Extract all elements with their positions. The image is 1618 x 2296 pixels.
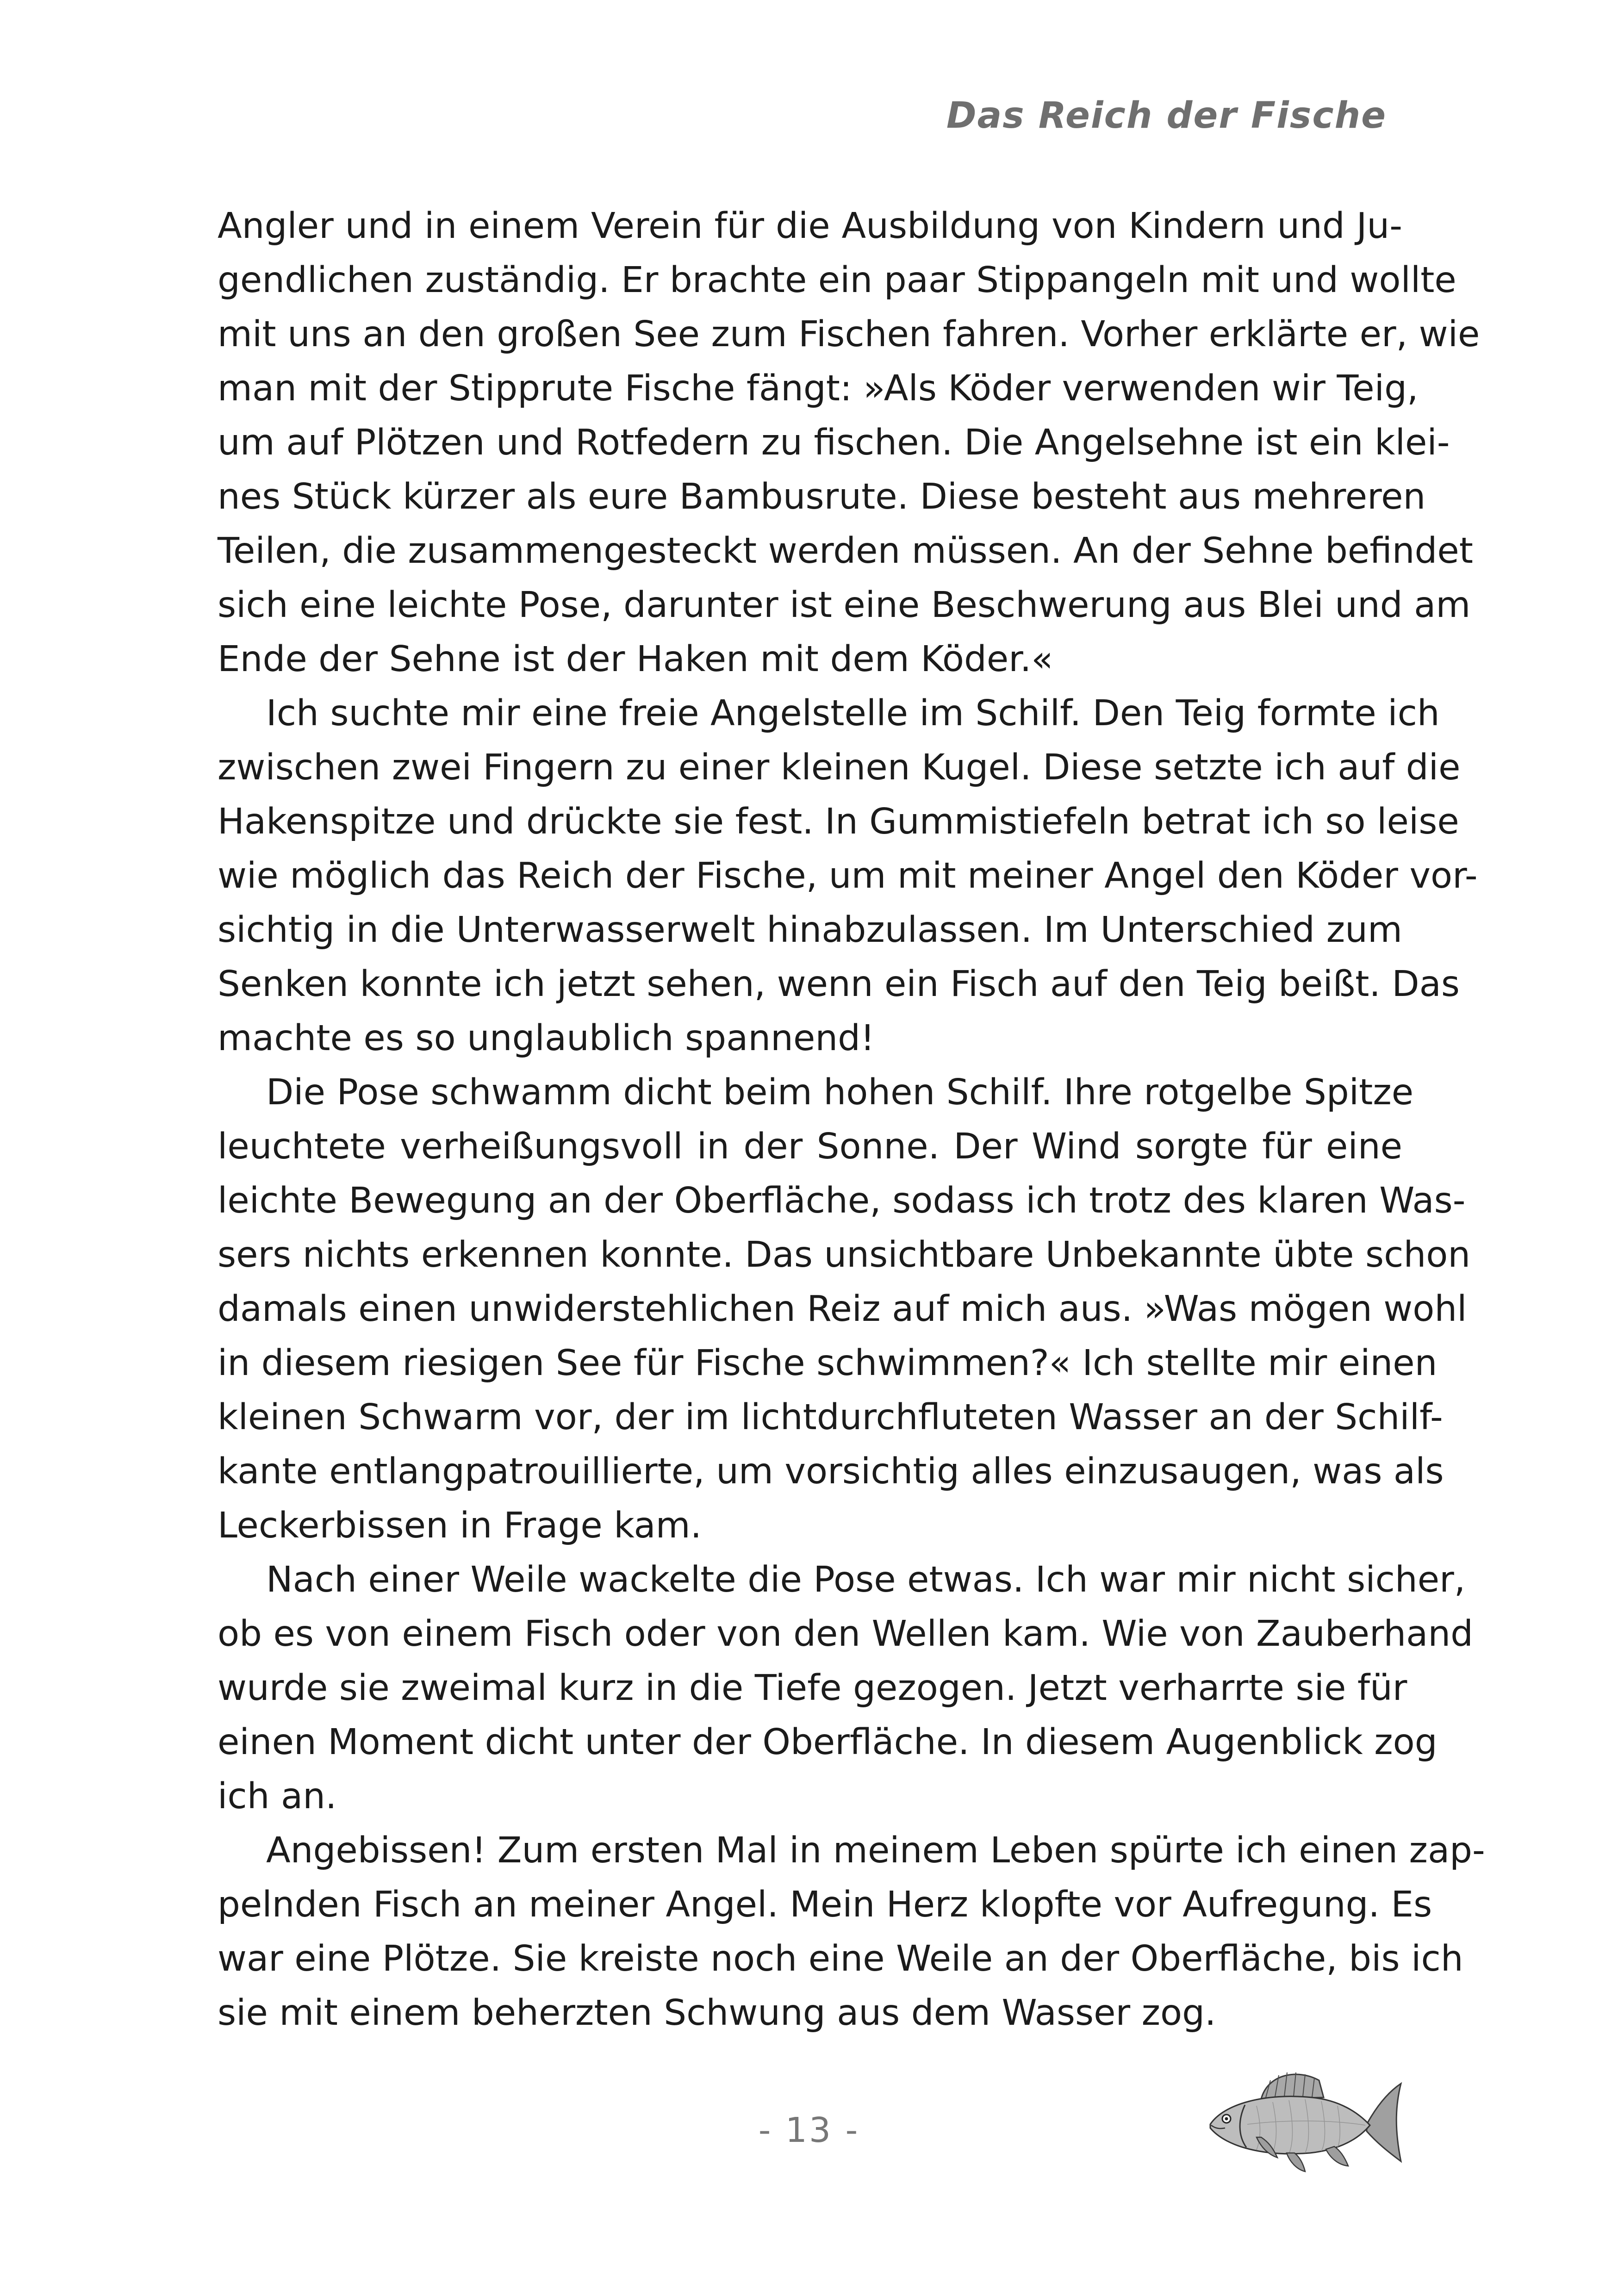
text-line: wurde sie zweimal kurz in die Tiefe gezogen. Jetzt verharrte sie für (218, 1668, 1407, 1709)
body-text (218, 199, 1485, 2040)
fish-tail (1367, 2084, 1401, 2161)
text-line: um auf Plötzen und Rotfedern zu fischen. Die Angelsehne ist ein klei- (218, 422, 1450, 463)
text-line: Angebissen! Zum ersten Mal in meinem Leben spürte ich einen zap- (266, 1830, 1485, 1871)
page-number: - 13 - (758, 2110, 860, 2150)
text-line: Senken konnte ich jetzt sehen, wenn ein Fisch auf den Teig beißt. Das (218, 964, 1460, 1005)
text-line: Teilen, die zusammengesteckt werden müssen. An der Sehne befindet (218, 530, 1473, 572)
text-line: Nach einer Weile wackelte die Pose etwas. Ich war mir nicht sicher, (266, 1559, 1466, 1600)
text-line: einen Moment dicht unter der Oberfläche. In diesem Augenblick zog (218, 1722, 1438, 1763)
fish-pelvic-fin (1287, 2153, 1305, 2172)
text-line: gendlichen zuständig. Er brachte ein paar Stippangeln mit und wollte (218, 260, 1456, 301)
text-line: sie mit einem beherzten Schwung aus dem Wasser zog. (218, 1992, 1216, 2034)
text-line: man mit der Stipprute Fische fängt: »Als Köder verwenden wir Teig, (218, 368, 1419, 409)
text-line: kleinen Schwarm vor, der im lichtdurchfluteten Wasser an der Schilf- (218, 1397, 1443, 1438)
text-line: ob es von einem Fisch oder von den Wellen kam. Wie von Zauberhand (218, 1613, 1474, 1655)
text-line: sers nichts erkennen konnte. Das unsichtbare Unbekannte übte schon (218, 1234, 1471, 1276)
text-line: Angler und in einem Verein für die Ausbildung von Kindern und Ju- (218, 205, 1402, 247)
text-line: war eine Plötze. Sie kreiste noch eine Weile an der Oberfläche, bis ich (218, 1938, 1463, 1979)
text-line: leichte Bewegung an der Oberfläche, sodass ich trotz des klaren Was- (218, 1180, 1466, 1221)
text-line: wie möglich das Reich der Fische, um mit meiner Angel den Köder vor- (218, 855, 1478, 896)
text-line: Ich suchte mir eine freie Angelstelle im Schilf. Den Teig formte ich (266, 693, 1440, 734)
fish-icon (1192, 2055, 1405, 2194)
text-line: Leckerbissen in Frage kam. (218, 1505, 702, 1546)
text-line: Die Pose schwamm dicht beim hohen Schilf. Ihre rotgelbe Spitze (266, 1072, 1414, 1113)
running-header: Das Reich der Fische (946, 95, 1387, 137)
text-line: sich eine leichte Pose, darunter ist eine Beschwerung aus Blei und am (218, 585, 1471, 626)
text-line: in diesem riesigen See für Fische schwimmen?« Ich stellte mir einen (218, 1343, 1438, 1384)
text-line: ich an. (218, 1776, 337, 1817)
text-line: sichtig in die Unterwasserwelt hinabzulassen. Im Unterschied zum (218, 909, 1402, 951)
text-line: machte es so unglaublich spannend! (218, 1018, 875, 1059)
text-line: leuchtete verheißungsvoll in der Sonne. Der Wind sorgte für eine (218, 1126, 1402, 1167)
fish-anal-fin (1326, 2147, 1348, 2166)
text-line: zwischen zwei Fingern zu einer kleinen Kugel. Diese setzte ich auf die (218, 747, 1461, 788)
text-line: pelnden Fisch an meiner Angel. Mein Herz klopfte vor Aufregung. Es (218, 1884, 1432, 1925)
text-line: nes Stück kürzer als eure Bambusrute. Diese besteht aus mehreren (218, 476, 1426, 517)
text-line: Ende der Sehne ist der Haken mit dem Köder.« (218, 639, 1053, 680)
text-line: kante entlangpatrouillierte, um vorsichtig alles einzusaugen, was als (218, 1451, 1444, 1492)
text-line: Hakenspitze und drückte sie fest. In Gummistiefeln betrat ich so leise (218, 801, 1459, 842)
text-line: damals einen unwiderstehlichen Reiz auf mich aus. »Was mögen wohl (218, 1288, 1467, 1330)
text-line: mit uns an den großen See zum Fischen fahren. Vorher erklärte er, wie (218, 314, 1480, 355)
